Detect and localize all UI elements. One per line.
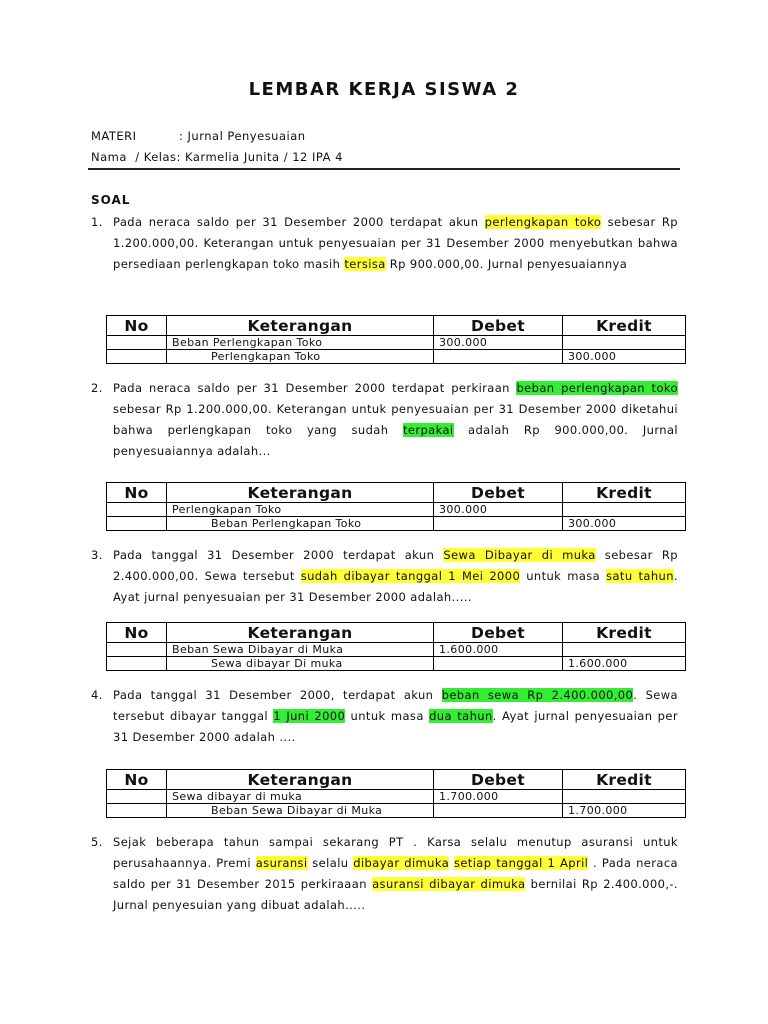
question-text [113,378,678,462]
cell-kredit [563,503,686,517]
highlighted-text: tersisa [344,257,386,271]
text-segment: Pada neraca saldo per 31 Desember 2000 terdapat akun [113,215,485,229]
cell-no [107,657,167,671]
cell-no [107,336,167,350]
col-debet-header: Debet [434,316,563,336]
col-no-header: No [107,770,167,790]
cell-kredit [563,643,686,657]
text-segment: bernilai Rp 2.400.000,-. Jurnal penyesuian yang dibuat adalah..... [113,877,678,912]
question-text [113,545,678,608]
text-segment: . Sewa tersebut dibayar tanggal [113,688,678,723]
question-text [113,685,678,748]
highlighted-text: perlengkapan toko [484,215,602,229]
question-number: 5. [91,835,103,849]
cell-debet [434,517,563,531]
col-no-header: No [107,623,167,643]
cell-no [107,517,167,531]
cell-kredit: 1.600.000 [563,657,686,671]
journal-table-4 [106,769,686,818]
cell-debet: 1.700.000 [434,790,563,804]
text-segment: Sejak beberapa tahun sampai sekarang PT . Karsa selalu menutup asuransi untuk perusahaannya. Premi [113,835,678,870]
cell-debet [434,657,563,671]
cell-no [107,503,167,517]
materi-value: : Jurnal Penyesuaian [179,129,306,143]
highlighted-text: beban perlengkapan toko [516,381,678,395]
text-segment: Pada neraca saldo per 31 Desember 2000 terdapat perkiraan [113,381,517,395]
col-keterangan-header: Keterangan [167,316,434,336]
col-debet-header: Debet [434,623,563,643]
col-debet-header: Debet [434,770,563,790]
table-row [107,657,686,671]
text-segment: untuk masa [520,569,607,583]
table-header-row [107,483,686,503]
cell-debet: 300.000 [434,336,563,350]
cell-debet: 300.000 [434,503,563,517]
col-keterangan-header: Keterangan [167,770,434,790]
materi-label: MATERI [91,129,137,143]
cell-debet [434,350,563,364]
col-kredit-header: Kredit [563,623,686,643]
text-segment: selalu [307,856,354,870]
text-segment: adalah Rp 900.000,00. Jurnal penyesuaiannya adalah... [113,423,678,458]
highlighted-text: beban sewa Rp 2.400.000,00 [441,688,634,702]
text-segment: sebesar Rp 1.200.000,00. Keterangan untuk penyesuaian per 31 Desember 2000 menyebutkan bahwa persediaan perlengkapan toko masih [113,215,678,271]
highlighted-text: 1 Juni 2000 [273,709,346,723]
cell-no [107,350,167,364]
cell-keterangan: Perlengkapan Toko [167,503,434,517]
highlighted-text: sudah dibayar tanggal 1 Mei 2000 [300,569,521,583]
cell-kredit [563,790,686,804]
highlighted-text: dibayar dimuka [353,856,450,870]
text-segment: sebesar Rp 2.400.000,00. Sewa tersebut [113,548,678,583]
cell-no [107,643,167,657]
materi-line [91,129,306,143]
highlighted-text: Sewa Dibayar di muka [443,548,596,562]
table-header-row [107,623,686,643]
text-segment: untuk masa [345,709,430,723]
cell-keterangan: Beban Sewa Dibayar di Muka [167,643,434,657]
table-row [107,350,686,364]
question-number: 4. [91,688,103,702]
question-5 [91,832,678,916]
question-1 [91,212,678,275]
table-header-row [107,770,686,790]
col-debet-header: Debet [434,483,563,503]
cell-debet [434,804,563,818]
col-kredit-header: Kredit [563,483,686,503]
table-row [107,790,686,804]
text-segment: Rp 900.000,00. Jurnal penyesuaiannya [385,257,628,271]
text-segment: . Ayat jurnal penyesuaian per 31 Desember 2000 adalah .... [113,709,678,744]
question-number: 3. [91,548,103,562]
page-title: LEMBAR KERJA SISWA 2 [248,79,520,100]
highlighted-text: satu tahun [606,569,674,583]
col-keterangan-header: Keterangan [167,623,434,643]
highlighted-text: dua tahun [429,709,493,723]
question-3 [91,545,678,608]
col-no-header: No [107,483,167,503]
text-segment: . Pada neraca saldo per 31 Desember 2015 perkiraaan [113,856,678,891]
table-row [107,336,686,350]
table-header-row [107,316,686,336]
highlighted-text: asuransi [255,856,308,870]
table-row [107,517,686,531]
journal-table-2 [106,482,686,531]
question-text [113,212,678,275]
cell-no [107,790,167,804]
cell-keterangan: Beban Sewa Dibayar di Muka [167,804,434,818]
journal-table-3 [106,622,686,671]
text-segment: Pada tanggal 31 Desember 2000, terdapat akun [113,688,442,702]
highlighted-text: asuransi dibayar dimuka [372,877,526,891]
cell-keterangan: Beban Perlengkapan Toko [167,517,434,531]
question-number: 2. [91,381,103,395]
cell-keterangan: Beban Perlengkapan Toko [167,336,434,350]
text-segment: sebesar Rp 1.200.000,00. Keterangan untuk penyesuaian per 31 Desember 2000 diketahui bahwa perlengkapan toko yang sudah [113,402,678,437]
table-row [107,503,686,517]
question-text [113,832,678,916]
nama-kelas-line: Nama / Kelas: Karmelia Junita / 12 IPA 4 [91,150,343,164]
cell-kredit: 300.000 [563,517,686,531]
cell-keterangan: Sewa dibayar di muka [167,790,434,804]
cell-keterangan: Sewa dibayar Di muka [167,657,434,671]
highlighted-text: terpakai [402,423,454,437]
text-segment: . Ayat jurnal penyesuaian per 31 Desember 2000 adalah..... [113,569,678,604]
question-2 [91,378,678,462]
cell-kredit: 1.700.000 [563,804,686,818]
cell-kredit: 300.000 [563,350,686,364]
header-divider [88,168,680,170]
table-row [107,804,686,818]
question-4 [91,685,678,748]
cell-keterangan: Perlengkapan Toko [167,350,434,364]
cell-debet: 1.600.000 [434,643,563,657]
soal-heading: SOAL [91,193,131,207]
col-keterangan-header: Keterangan [167,483,434,503]
cell-no [107,804,167,818]
cell-kredit [563,336,686,350]
table-row [107,643,686,657]
col-kredit-header: Kredit [563,770,686,790]
text-segment: Pada tanggal 31 Desember 2000 terdapat akun [113,548,444,562]
question-number: 1. [91,215,103,229]
highlighted-text: setiap tanggal 1 April [453,856,589,870]
col-kredit-header: Kredit [563,316,686,336]
journal-table-1 [106,315,686,364]
col-no-header: No [107,316,167,336]
